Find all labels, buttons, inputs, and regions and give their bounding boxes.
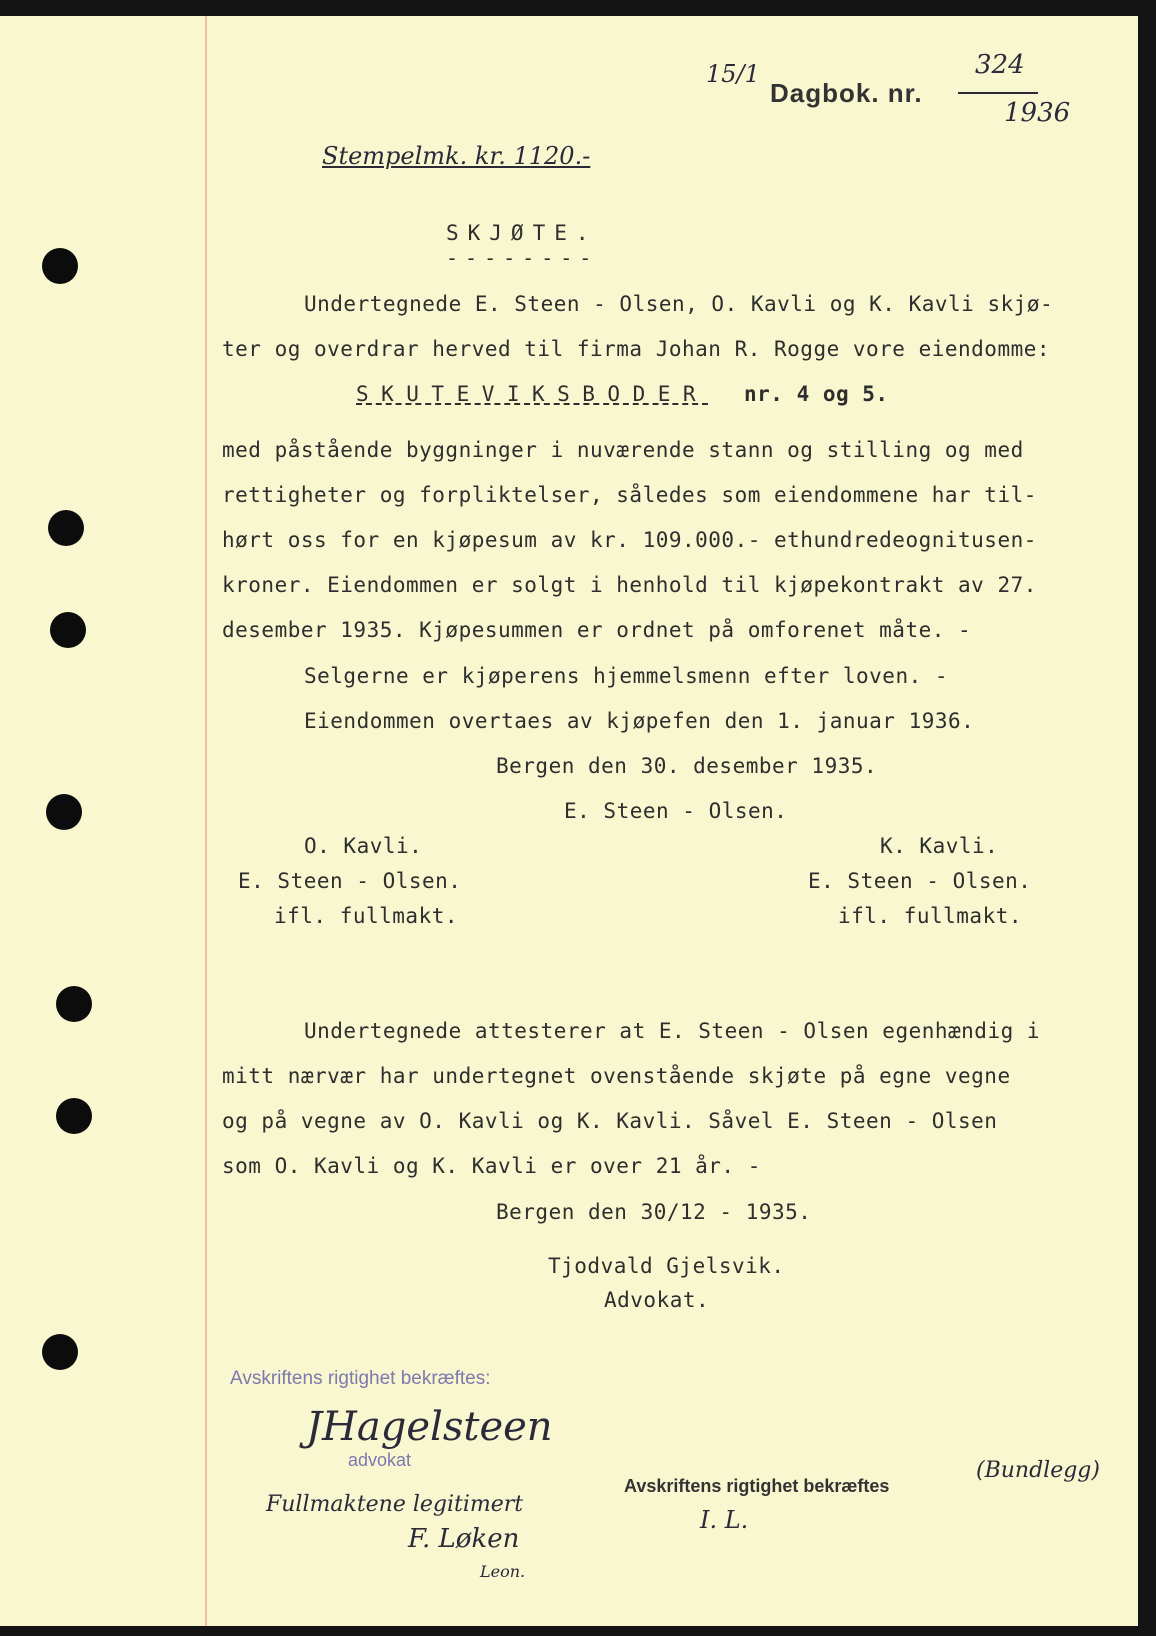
hand-note: Leon.	[480, 1562, 526, 1581]
binder-hole	[42, 1334, 78, 1370]
stamp-note: Stempelmk. kr. 1120.-	[322, 142, 591, 170]
paragraph-line: med påstående byggninger i nuværende stann og stilling og med	[222, 438, 1024, 462]
signer-right: K. Kavli.	[880, 834, 999, 858]
paragraph-line: Selgerne er kjøperens hjemmelsmenn efter loven. -	[304, 664, 949, 688]
paragraph-line: kroner. Eiendommen er solgt i henhold til kjøpekontrakt av 27.	[222, 573, 1037, 597]
document-title: SKJØTE.	[446, 221, 598, 245]
binder-hole	[56, 986, 92, 1022]
signer-right: E. Steen - Olsen.	[808, 869, 1032, 893]
binder-hole	[50, 612, 86, 648]
margin-line	[205, 16, 207, 1626]
attest-line: og på vegne av O. Kavli og K. Kavli. Såvel E. Steen - Olsen	[222, 1109, 998, 1133]
attest-date: Bergen den 30/12 - 1935.	[496, 1200, 812, 1224]
binder-hole	[42, 248, 78, 284]
paragraph-line: Eiendommen overtaes av kjøpefen den 1. januar 1936.	[304, 709, 975, 733]
paragraph-line: hørt oss for en kjøpesum av kr. 109.000.- ethundredeognitusen-	[222, 528, 1037, 552]
document-page	[0, 16, 1138, 1626]
signer-left: O. Kavli.	[304, 834, 423, 858]
property-suffix: nr. 4 og 5.	[744, 382, 889, 406]
signer-right: ifl. fullmakt.	[838, 904, 1023, 928]
attest-line: som O. Kavli og K. Kavli er over 21 år. -	[222, 1154, 761, 1178]
paragraph-line: ter og overdrar herved til firma Johan R. Rogge vore eiendomme:	[222, 337, 1051, 361]
attest-title: Advokat.	[604, 1288, 710, 1312]
dagbok-label: Dagbok. nr.	[770, 78, 923, 108]
signer-main: E. Steen - Olsen.	[564, 799, 788, 823]
paragraph-line: rettigheter og forpliktelser, således som eiendommene har til-	[222, 483, 1037, 507]
paragraph-line: desember 1935. Kjøpesummen er ordnet på omforenet måte. -	[222, 618, 972, 642]
dagbok-number: 324	[975, 50, 1025, 80]
signature: JHagelsteen	[306, 1404, 553, 1450]
binder-hole	[48, 510, 84, 546]
bundle-note: (Bundlegg)	[976, 1458, 1100, 1483]
hand-note: F. Løken	[408, 1524, 520, 1554]
stamp-confirm-2: Avskriftens rigtighet bekræftes	[624, 1476, 890, 1496]
title-underline: --------	[446, 246, 599, 270]
property-name: SKUTEVIKSBODER	[356, 382, 709, 406]
place-date: Bergen den 30. desember 1935.	[496, 754, 878, 778]
stamp-role: advokat	[348, 1450, 412, 1470]
stamp-confirm: Avskriftens rigtighet bekræftes:	[230, 1368, 491, 1389]
hand-note: Fullmaktene legitimert	[266, 1492, 524, 1517]
signer-left: E. Steen - Olsen.	[238, 869, 462, 893]
attest-line: mitt nærvær har undertegnet ovenstående skjøte på egne vegne	[222, 1064, 1011, 1088]
date-note: 15/1	[706, 60, 760, 88]
attest-line: Undertegnede attesterer at E. Steen - Olsen egenhændig i	[304, 1019, 1041, 1043]
dagbok-rule	[958, 92, 1038, 94]
paragraph-line: Undertegnede E. Steen - Olsen, O. Kavli og K. Kavli skjø-	[304, 292, 1054, 316]
dagbok-year: 1936	[1004, 98, 1071, 128]
initials: I. L.	[700, 1506, 749, 1534]
binder-hole	[46, 794, 82, 830]
signer-left: ifl. fullmakt.	[274, 904, 459, 928]
binder-hole	[56, 1098, 92, 1134]
attest-signer: Tjodvald Gjelsvik.	[548, 1254, 785, 1278]
